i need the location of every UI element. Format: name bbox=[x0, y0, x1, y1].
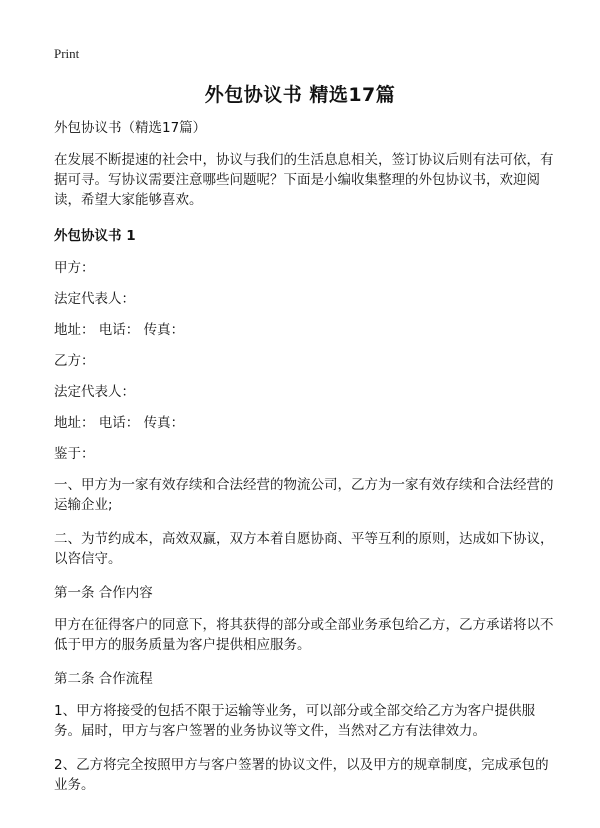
recital-paragraph: 二、为节约成本，高效双赢，双方本着自愿协商、平等互利的原则，达成如下协议，以咨信守。 bbox=[54, 531, 554, 567]
intro-paragraph: 在发展不断提速的社会中，协议与我们的生活息息相关，签订协议后则有法可依，有据可寻。写协议需要注意哪些问题呢？下面是小编收集整理的外包协议书，欢迎阅读，希望大家能够喜欢。 bbox=[54, 152, 554, 208]
whereas-label: 鉴于： bbox=[54, 446, 95, 462]
article-list-item: 1、甲方将接受的包括不限于运输等业务，可以部分或全部交给乙方为客户提供服务。届时，甲方与客户签署的业务协议等文件，当然对乙方有法律效力。 bbox=[54, 703, 536, 739]
party-b-representative: 法定代表人： bbox=[54, 384, 135, 400]
print-label: Print bbox=[54, 46, 80, 61]
article-text: 甲方在征得客户的同意下，将其获得的部分或全部业务承包给乙方，乙方承诺将以不低于甲方的服务质量为客户提供相应服务。 bbox=[54, 617, 554, 653]
party-a-label: 甲方： bbox=[54, 260, 95, 276]
party-a-representative: 法定代表人： bbox=[54, 291, 135, 307]
article-title: 第一条 合作内容 bbox=[54, 585, 153, 601]
party-b-contact: 地址： 电话： 传真： bbox=[54, 415, 185, 431]
party-b-label: 乙方： bbox=[54, 353, 95, 369]
section-heading: 外包协议书 1 bbox=[54, 228, 136, 244]
document-subtitle: 外包协议书（精选17篇） bbox=[54, 120, 207, 136]
recital-paragraph: 一、甲方为一家有效存续和合法经营的物流公司，乙方为一家有效存续和合法经营的运输企业; bbox=[54, 477, 554, 513]
document-title: 外包协议书 精选17篇 bbox=[204, 84, 396, 106]
document-body bbox=[54, 118, 554, 809]
party-a-contact: 地址： 电话： 传真： bbox=[54, 322, 185, 338]
article-list-item: 2、乙方将完全按照甲方与客户签署的协议文件，以及甲方的规章制度，完成承包的业务。 bbox=[54, 757, 549, 793]
article-title: 第二条 合作流程 bbox=[54, 671, 153, 687]
